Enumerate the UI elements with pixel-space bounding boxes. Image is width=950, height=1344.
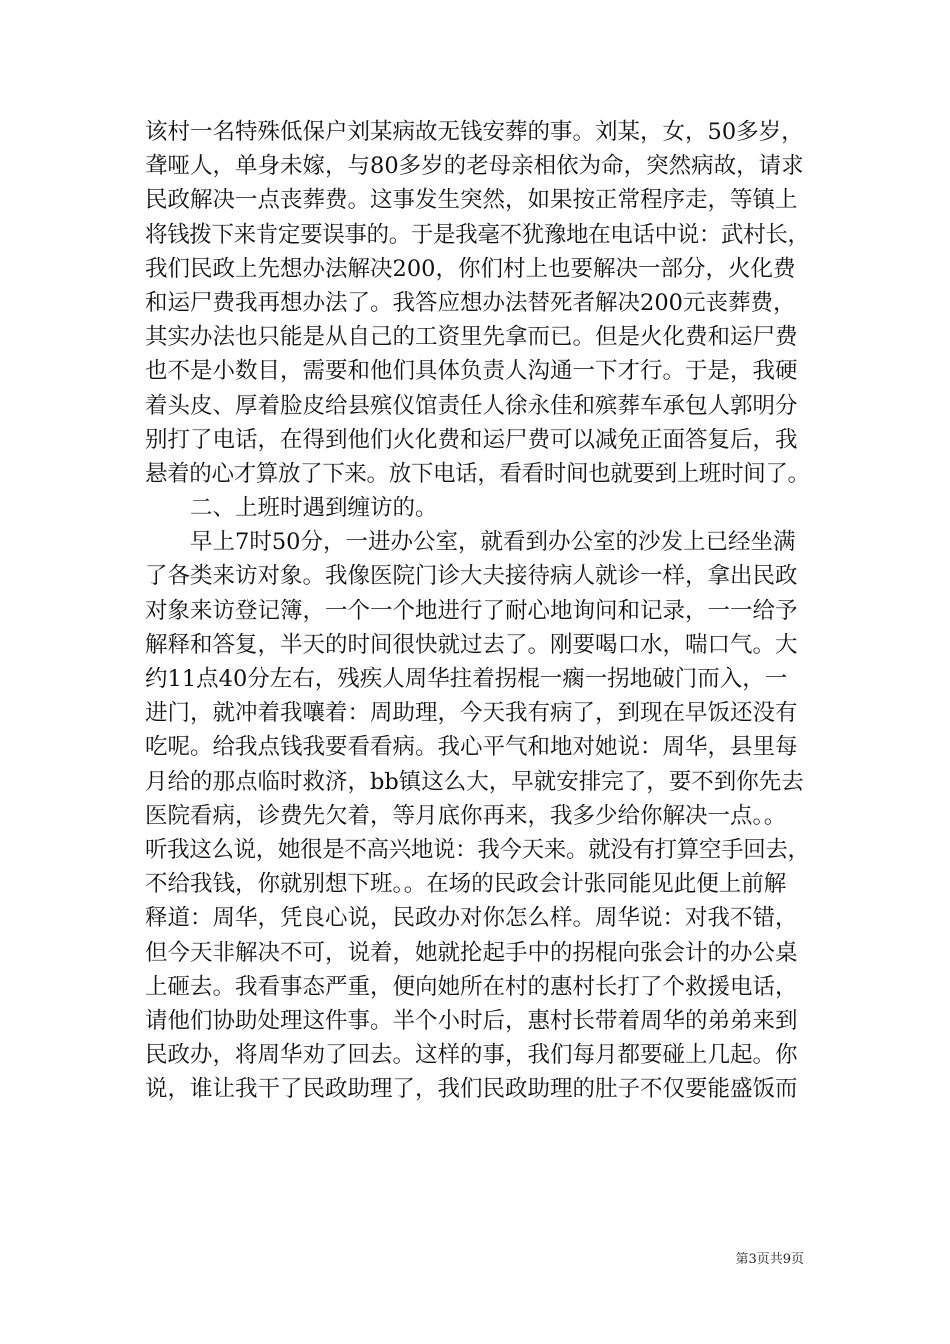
text-line: 也不是小数目，需要和他们具体负责人沟通一下才行。于是，我硬	[145, 358, 798, 385]
document-body	[145, 115, 810, 1106]
text-line: 吃呢。给我点钱我要看看病。我心平气和地对她说：周华，县里每	[145, 734, 798, 761]
text-line: 听我这么说，她很是不高兴地说：我今天来。就没有打算空手回去，	[145, 836, 810, 863]
text-line: 不给我钱，你就别想下班。。在场的民政会计张同能见此便上前解	[145, 871, 787, 898]
text-line: 月给的那点临时救济，bb镇这么大，早就安排完了，要不到你先去	[145, 768, 804, 795]
text-line: 了各类来访对象。我像医院门诊大夫接待病人就诊一样，拿出民政	[145, 563, 798, 590]
text-line: 悬着的心才算放了下来。放下电话，看看时间也就要到上班时间了。	[145, 460, 810, 487]
text-line: 约11点40分左右，残疾人周华拄着拐棍一瘸一拐地破门而入，一	[145, 666, 788, 692]
page-number: 第3页共9页	[735, 1252, 804, 1267]
text-line: 二、上班时遇到缠访的。	[190, 495, 438, 522]
text-line: 请他们协助处理这件事。半个小时后，惠村长带着周华的弟弟来到	[145, 1007, 798, 1034]
text-line: 解释和答复，半天的时间很快就过去了。刚要喝口水，喘口气。大	[145, 631, 798, 658]
text-line: 但今天非解决不可，说着，她就抡起手中的拐棍向张会计的办公桌	[145, 939, 798, 966]
text-line: 该村一名特殊低保户刘某病故无钱安葬的事。刘某，女，50多岁，	[145, 119, 804, 145]
text-line: 其实办法也只能是从自己的工资里先拿而已。但是火化费和运尸费	[145, 324, 798, 351]
text-line: 说，谁让我干了民政助理了，我们民政助理的肚子不仅要能盛饭而	[145, 1076, 798, 1103]
text-line: 着头皮、厚着脸皮给县殡仪馆责任人徐永佳和殡葬车承包人郭明分	[145, 392, 798, 419]
text-line: 民政解决一点丧葬费。这事发生突然，如果按正常程序走，等镇上	[145, 187, 798, 214]
text-line: 对象来访登记簿，一个一个地进行了耐心地询问和记录，一一给予	[145, 597, 798, 624]
text-line: 释道：周华，凭良心说，民政办对你怎么样。周华说：对我不错，	[145, 905, 798, 932]
text-line: 医院看病，诊费先欠着，等月底你再来，我多少给你解决一点。。	[145, 802, 787, 829]
text-line: 上砸去。我看事态严重，便向她所在村的惠村长打了个救援电话，	[145, 973, 798, 1000]
text-line: 聋哑人，单身未嫁，与80多岁的老母亲相依为命，突然病故，请求	[145, 153, 804, 180]
text-line: 进门，就冲着我嚷着：周助理，今天我有病了，到现在早饭还没有	[145, 700, 798, 727]
text-line: 我们民政上先想办法解决200，你们村上也要解决一部分，火化费	[145, 255, 796, 282]
text-line: 将钱拨下来肯定要误事的。于是我毫不犹豫地在电话中说：武村长，	[145, 221, 810, 248]
text-line: 别打了电话，在得到他们火化费和运尸费可以减免正面答复后，我	[145, 426, 798, 453]
text-line: 和运尸费我再想办法了。我答应想办法替死者解决200元丧葬费，	[145, 289, 796, 316]
text-line: 早上7时50分，一进办公室，就看到办公室的沙发上已经坐满	[190, 529, 796, 556]
text-line: 民政办，将周华劝了回去。这样的事，我们每月都要碰上几起。你	[145, 1042, 798, 1069]
